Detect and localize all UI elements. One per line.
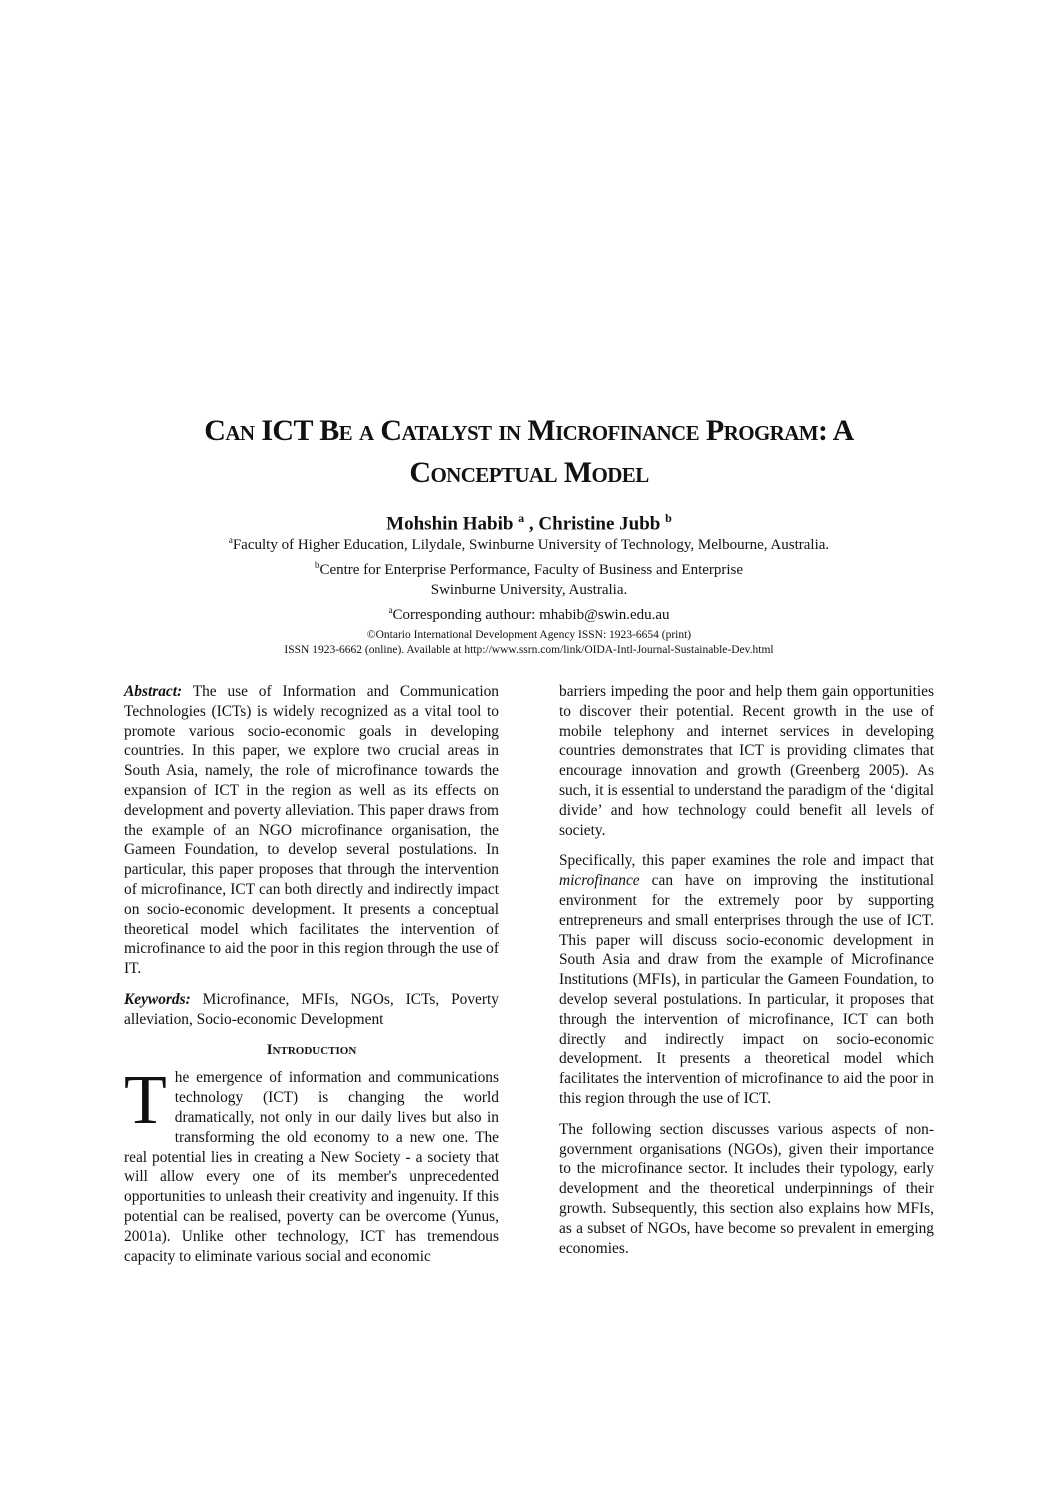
corresponding-author-text: Corresponding authour: mhabib@swin.edu.au bbox=[392, 607, 670, 623]
affiliation-mark: a bbox=[518, 511, 525, 525]
abstract-label: Abstract: bbox=[124, 683, 183, 700]
section-heading-introduction: Introduction bbox=[266, 1041, 357, 1058]
affiliation-text: Faculty of Higher Education, Lilydale, Swinburne University of Technology, Melbourne, Australia. bbox=[232, 537, 830, 553]
issn-line: ISSN 1923-6662 (online). Available at http://www.ssrn.com/link/OIDA-Intl-Journal-Sustainable-Dev.html bbox=[284, 644, 774, 656]
publication-info bbox=[100, 628, 958, 658]
right-column bbox=[559, 682, 934, 1269]
intro-paragraph-2 bbox=[559, 851, 934, 1108]
affiliation-text: Centre for Enterprise Performance, Faculty of Business and Enterprise bbox=[319, 562, 744, 578]
left-column bbox=[124, 682, 499, 1277]
keywords-label: Keywords: bbox=[124, 990, 191, 1008]
affiliation-mark: a bbox=[228, 535, 233, 545]
emphasis-microfinance: microfinance bbox=[559, 872, 640, 890]
paragraph-text: can have on improving the institutional environment for the extremely poor by supporting entrepreneurs and small enterprises through the use of ICT. This paper will discuss socio-economic development in South Asia and draw from the example of Microfinance Institutions (MFIs), in particular the Gameen Foundation, to develop several postulations. In particular, it proposes that through the intervention of microfinance, ICT can both directly and indirectly impact on socio-economic development. It presents a theoretical model which facilitates the intervention of microfinance to aid the poor in this region through the use of ICT. bbox=[559, 872, 934, 1107]
author-separator: , bbox=[524, 513, 539, 535]
intro-paragraph bbox=[124, 1062, 499, 1266]
copyright-line: ©Ontario International Development Agency ISSN: 1923-6654 (print) bbox=[366, 629, 692, 641]
intro-paragraph-continued: barriers impeding the poor and help them gain opportunities to discover their potential. Recent growth in the use of mobile telephony and internet services in developing countries demonstrates that ICT is providing climates that encourage innovation and growth (Greenberg 2005). As such, it is essential to understand the paradigm of the ‘digital divide’ and how technology could benefit all levels of society. bbox=[559, 683, 934, 839]
affiliation-mark: a bbox=[388, 605, 393, 615]
abstract bbox=[124, 682, 499, 979]
paper-title bbox=[100, 410, 958, 494]
affiliation-text: Swinburne University, Australia. bbox=[430, 582, 628, 598]
paragraph-text: Specifically, this paper examines the role and impact that bbox=[559, 852, 934, 870]
affiliation-line bbox=[100, 580, 958, 600]
intro-paragraph-text: he emergence of information and communications technology (ICT) is changing the world dramatically, not only in our daily lives but also in transforming the old economy to a new one. The real potential lies in creating a New Society - a society that will allow every one of its member's unprecedented opportunities to unleash their creativity and ingenuity. If this potential can be realised, poverty can be overcome (Yunus, 2001a). Unlike other technology, ICT has tremendous capacity to eliminate various social and economic bbox=[124, 1069, 499, 1265]
title-line-2: Conceptual Model bbox=[409, 456, 649, 489]
keywords-text: Microfinance, MFIs, NGOs, ICTs, Poverty alleviation, Socio-economic Development bbox=[124, 990, 499, 1028]
title-line-1: Can ICT Be a Catalyst in Microfinance Program: A bbox=[204, 414, 854, 447]
affiliation-mark: b bbox=[665, 511, 672, 525]
abstract-text: The use of Information and Communication Technologies (ICTs) is widely recognized as a vital tool to promote various socio-economic goals in developing countries. In this paper, we explore two crucial areas in South Asia, namely, the role of microfinance towards the expansion of ICT in the region as well as its effects on development and poverty alleviation. This paper draws from the example of an NGO microfinance organisation, the Gameen Foundation, to develop several postulations. In particular, this paper proposes that through the intervention of microfinance, ICT can both directly and indirectly impact on socio-economic development. It presents a conceptual theoretical model which facilitates the intervention of microfinance to aid the poor in this region through the use of IT. bbox=[124, 683, 499, 978]
corresponding-author bbox=[100, 600, 958, 625]
drop-cap: T bbox=[124, 1062, 167, 1140]
affiliations bbox=[100, 530, 958, 625]
affiliation-line bbox=[100, 530, 958, 555]
affiliation-line bbox=[100, 555, 958, 580]
author-name: Christine Jubb bbox=[538, 513, 661, 535]
affiliation-mark: b bbox=[314, 560, 320, 570]
author-name: Mohshin Habib bbox=[386, 513, 514, 535]
intro-paragraph-3: The following section discusses various aspects of non-government organisations (NGOs), given their importance to the microfinance sector. It includes their typology, early development and the theoretical underpinnings of their growth. Subsequently, this section also explains how MFIs, as a subset of NGOs, have become so prevalent in emerging economies. bbox=[559, 1120, 934, 1257]
keywords bbox=[124, 990, 499, 1030]
